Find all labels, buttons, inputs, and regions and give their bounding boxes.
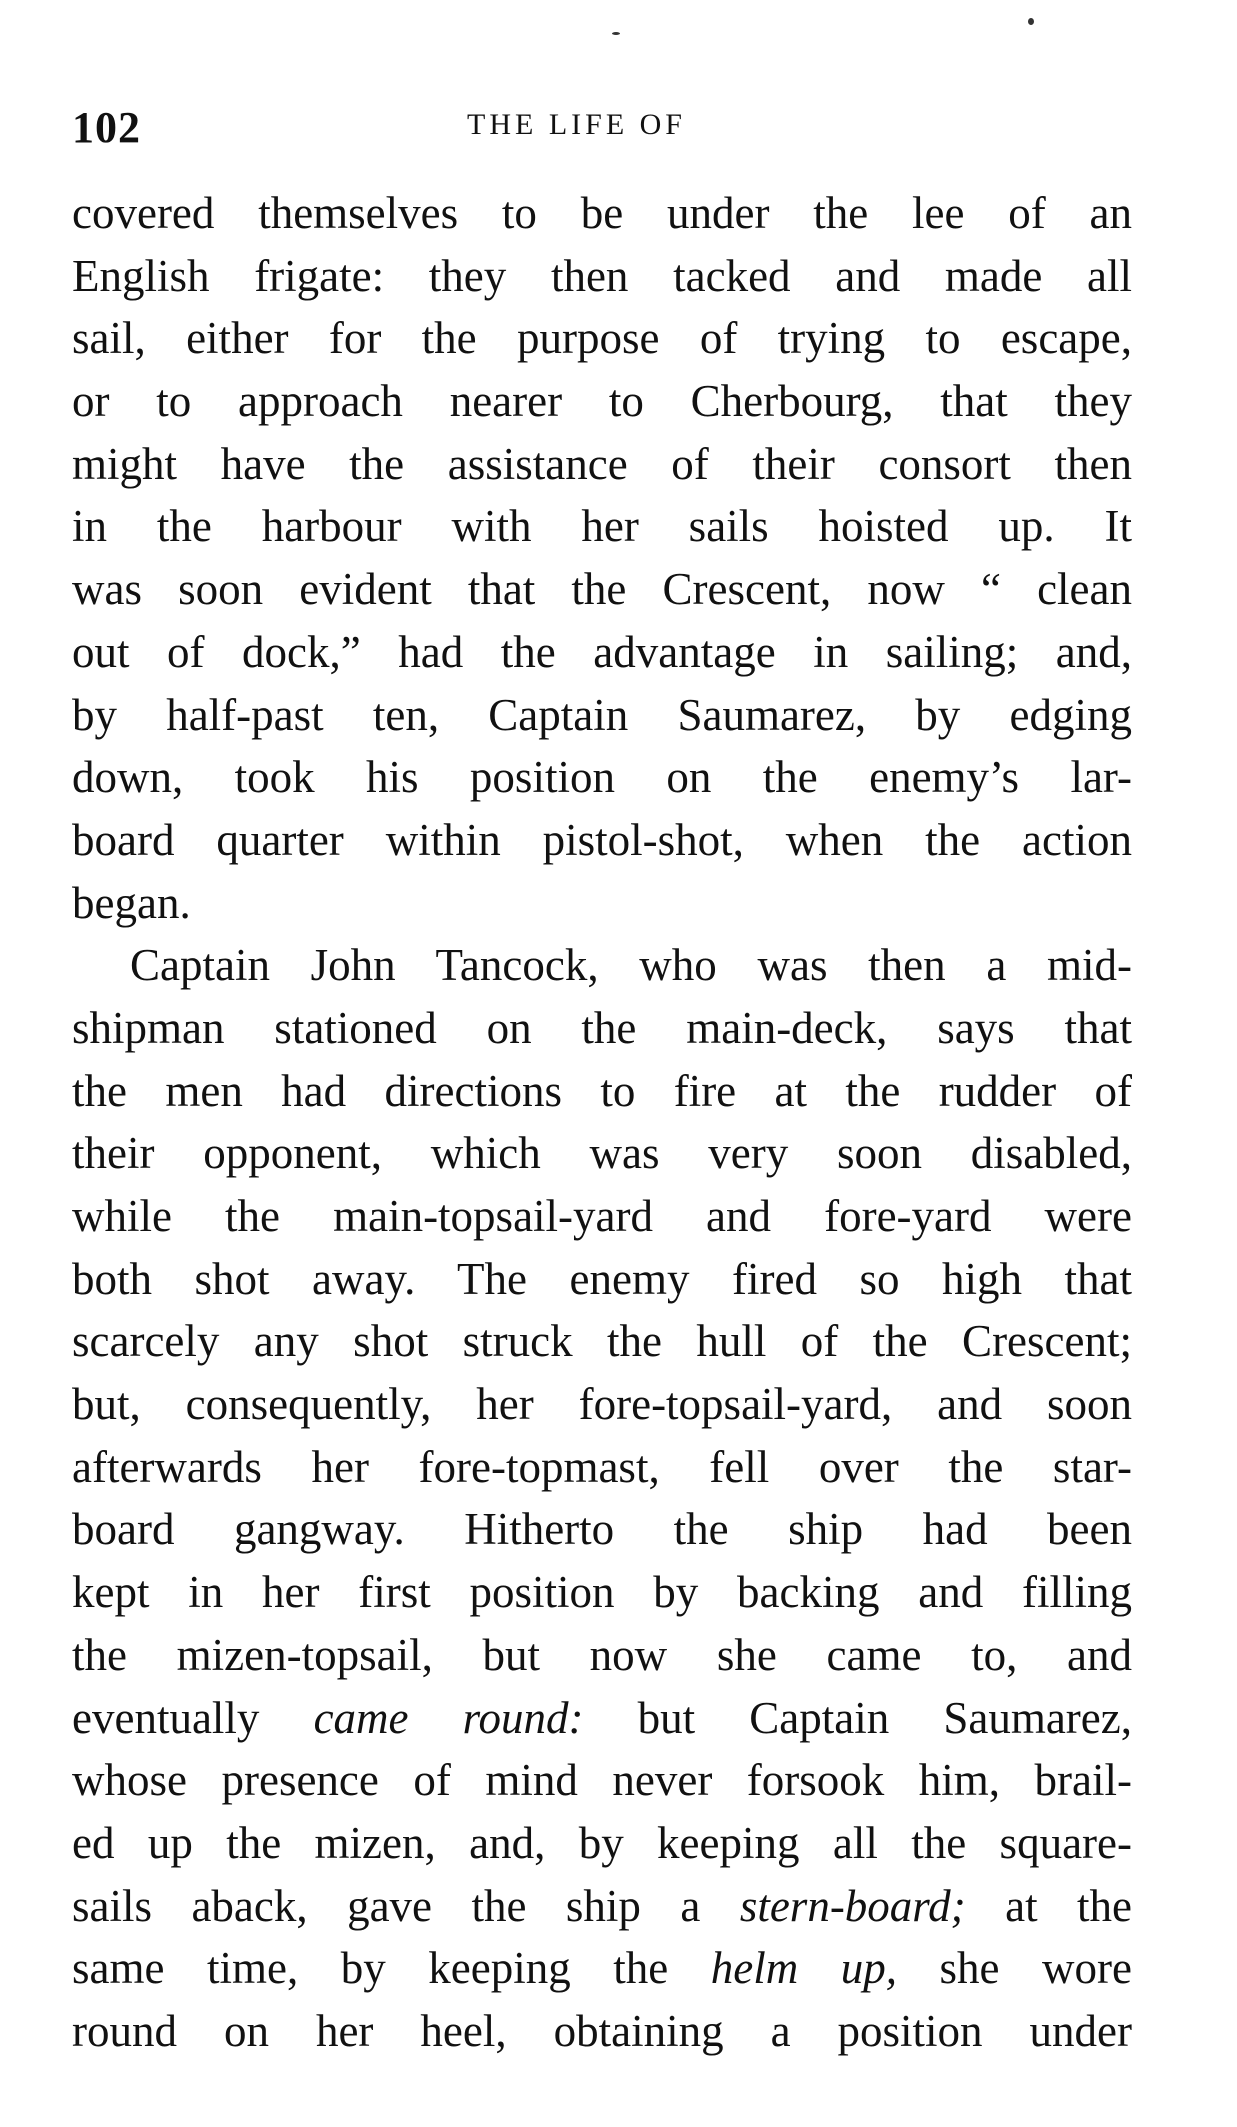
text-line: by half-past ten, Captain Saumarez, by edging (72, 689, 1132, 740)
text-line: board quarter within pistol-shot, when the action (72, 814, 1132, 865)
print-speck (1028, 18, 1034, 25)
text-line: or to approach nearer to Cherbourg, that they (72, 376, 1132, 427)
text-line: scarcely any shot struck the hull of the Crescent; (72, 1316, 1132, 1367)
text-line: covered themselves to be under the lee of an (72, 188, 1132, 238)
text-line: afterwards her fore-topmast, fell over the star- (72, 1441, 1132, 1492)
text-line: the men had directions to fire at the rudder of (72, 1065, 1132, 1116)
text-line (72, 1875, 1132, 1938)
text-line: whose presence of mind never forsook him, brail- (72, 1755, 1132, 1806)
text-run: sails aback, gave the ship a (72, 1880, 740, 1931)
text-line (72, 1687, 1132, 1750)
text-line: down, took his position on the enemy’s lar- (72, 752, 1132, 803)
text-line (72, 1937, 1132, 2000)
italic-text-run: stern-board; (739, 1880, 966, 1931)
text-run: but Captain Saumarez, (583, 1692, 1132, 1743)
text-line: sail, either for the purpose of trying to escape, (72, 313, 1132, 364)
text-line: while the main-topsail-yard and fore-yard were (72, 1191, 1132, 1241)
paragraph-2 (72, 934, 1132, 2062)
italic-text-run: helm up, (710, 1943, 897, 1994)
text-line: their opponent, which was very soon disabled, (72, 1128, 1132, 1179)
print-speck (612, 32, 620, 35)
text-line: kept in her first position by backing and filling (72, 1567, 1132, 1618)
text-line: Captain John Tancock, who was then a mid- (130, 940, 1132, 991)
text-line: began. (72, 877, 191, 928)
page-number: 102 (72, 103, 141, 152)
text-line: shipman stationed on the main-deck, says that (72, 1002, 1132, 1053)
text-line: English frigate: they then tacked and made all (72, 250, 1132, 301)
running-title: THE LIFE OF (467, 108, 686, 141)
text-line: might have the assistance of their consort then (72, 438, 1132, 489)
italic-text-run: came round: (313, 1692, 584, 1743)
text-line: ed up the mizen, and, by keeping all the square- (72, 1817, 1132, 1868)
text-line: in the harbour with her sails hoisted up. It (72, 501, 1132, 552)
text-run: same time, by keeping the (72, 1943, 711, 1994)
text-run: at the (965, 1880, 1132, 1931)
paragraph-1 (72, 182, 1132, 934)
text-line: round on her heel, obtaining a position under (72, 2005, 1132, 2056)
text-line: the mizen-topsail, but now she came to, and (72, 1629, 1132, 1680)
text-line: both shot away. The enemy fired so high that (72, 1253, 1132, 1304)
text-line: out of dock,” had the advantage in sailing; and, (72, 626, 1132, 677)
text-line: but, consequently, her fore-topsail-yard, and soon (72, 1379, 1132, 1430)
running-head (72, 102, 1132, 162)
body-text (72, 182, 1132, 2063)
text-run: eventually (72, 1692, 314, 1743)
text-line: board gangway. Hitherto the ship had been (72, 1504, 1132, 1555)
text-line: was soon evident that the Crescent, now “ clean (72, 564, 1132, 615)
text-run: she wore (896, 1943, 1132, 1994)
